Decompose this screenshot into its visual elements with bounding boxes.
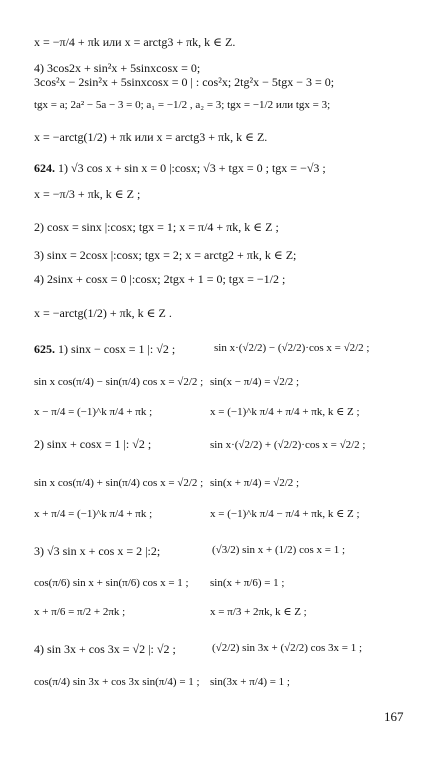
- text-line: sin(3x + π/4) = 1 ;: [210, 676, 290, 688]
- problem-624-line: 624. 1) √3 cos x + sin x = 0 |:cosx; √3 + tgx = 0 ; tgx = −√3 ;: [34, 161, 326, 175]
- text-line: 3) sinx = 2cosx |:cosx; tgx = 2; x = arctg2 + πk, k ∈ Z;: [34, 248, 297, 262]
- text-line: x = (−1)^k π/4 − π/4 + πk, k ∈ Z ;: [210, 508, 360, 520]
- text-line: x = (−1)^k π/4 + π/4 + πk, k ∈ Z ;: [210, 406, 360, 418]
- text-line: 4) 2sinx + cosx = 0 |:cosx; 2tgx + 1 = 0; tgx = −1/2 ;: [34, 272, 286, 286]
- text-line: sin(x + π/4) = √2/2 ;: [210, 477, 300, 489]
- text-line: x = −arctg(1/2) + πk или x = arctg3 + πk, k ∈ Z.: [34, 130, 268, 144]
- text-line: x = −π/4 + πk или x = arctg3 + πk, k ∈ Z.: [34, 35, 236, 49]
- problem-625-line: 625. 1) sinx − cosx = 1 |: √2 ;: [34, 342, 176, 356]
- text-line: sin x·(√2/2) − (√2/2)·cos x = √2/2 ;: [214, 342, 370, 354]
- text-line: x − π/4 = (−1)^k π/4 + πk ;: [34, 406, 153, 418]
- text-line: sin x cos(π/4) − sin(π/4) cos x = √2/2 ;: [34, 376, 204, 388]
- text-line: 2) cosx = sinx |:cosx; tgx = 1; x = π/4 + πk, k ∈ Z ;: [34, 220, 279, 234]
- text-line: sin x cos(π/4) + sin(π/4) cos x = √2/2 ;: [34, 477, 204, 489]
- text-line: (√3/2) sin x + (1/2) cos x = 1 ;: [212, 544, 346, 556]
- text-line: sin(x − π/4) = √2/2 ;: [210, 376, 300, 388]
- text-line: tgx = a; 2a² − 5a − 3 = 0; a₁ = −1/2 , a₂ = 3; tgx = −1/2 или tgx = 3;: [34, 99, 331, 111]
- text-line: x + π/6 = π/2 + 2πk ;: [34, 606, 126, 618]
- text-line: sin x·(√2/2) + (√2/2)·cos x = √2/2 ;: [210, 439, 366, 451]
- text-line: x = −π/3 + πk, k ∈ Z ;: [34, 187, 141, 201]
- text-line: x = π/3 + 2πk, k ∈ Z ;: [210, 606, 307, 618]
- text-line: 2) sinx + cosx = 1 |: √2 ;: [34, 437, 152, 451]
- text-line: x + π/4 = (−1)^k π/4 + πk ;: [34, 508, 153, 520]
- page-number: 167: [384, 709, 404, 724]
- text-line: sin(x + π/6) = 1 ;: [210, 577, 285, 589]
- text-line: 4) 3cos2x + sin²x + 5sinxcosx = 0;: [34, 61, 201, 75]
- text-line: 3cos²x − 2sin²x + 5sinxcosx = 0 | : cos²x; 2tg²x − 5tgx − 3 = 0;: [34, 75, 335, 89]
- text-line: x = −arctg(1/2) + πk, k ∈ Z .: [34, 306, 172, 320]
- text-line: cos(π/6) sin x + sin(π/6) cos x = 1 ;: [34, 577, 189, 589]
- text-line: (√2/2) sin 3x + (√2/2) cos 3x = 1 ;: [212, 642, 363, 654]
- text-line: cos(π/4) sin 3x + cos 3x sin(π/4) = 1 ;: [34, 676, 200, 688]
- text-line: 4) sin 3x + cos 3x = √2 |: √2 ;: [34, 642, 176, 656]
- text-line: 3) √3 sin x + cos x = 2 |:2;: [34, 544, 161, 558]
